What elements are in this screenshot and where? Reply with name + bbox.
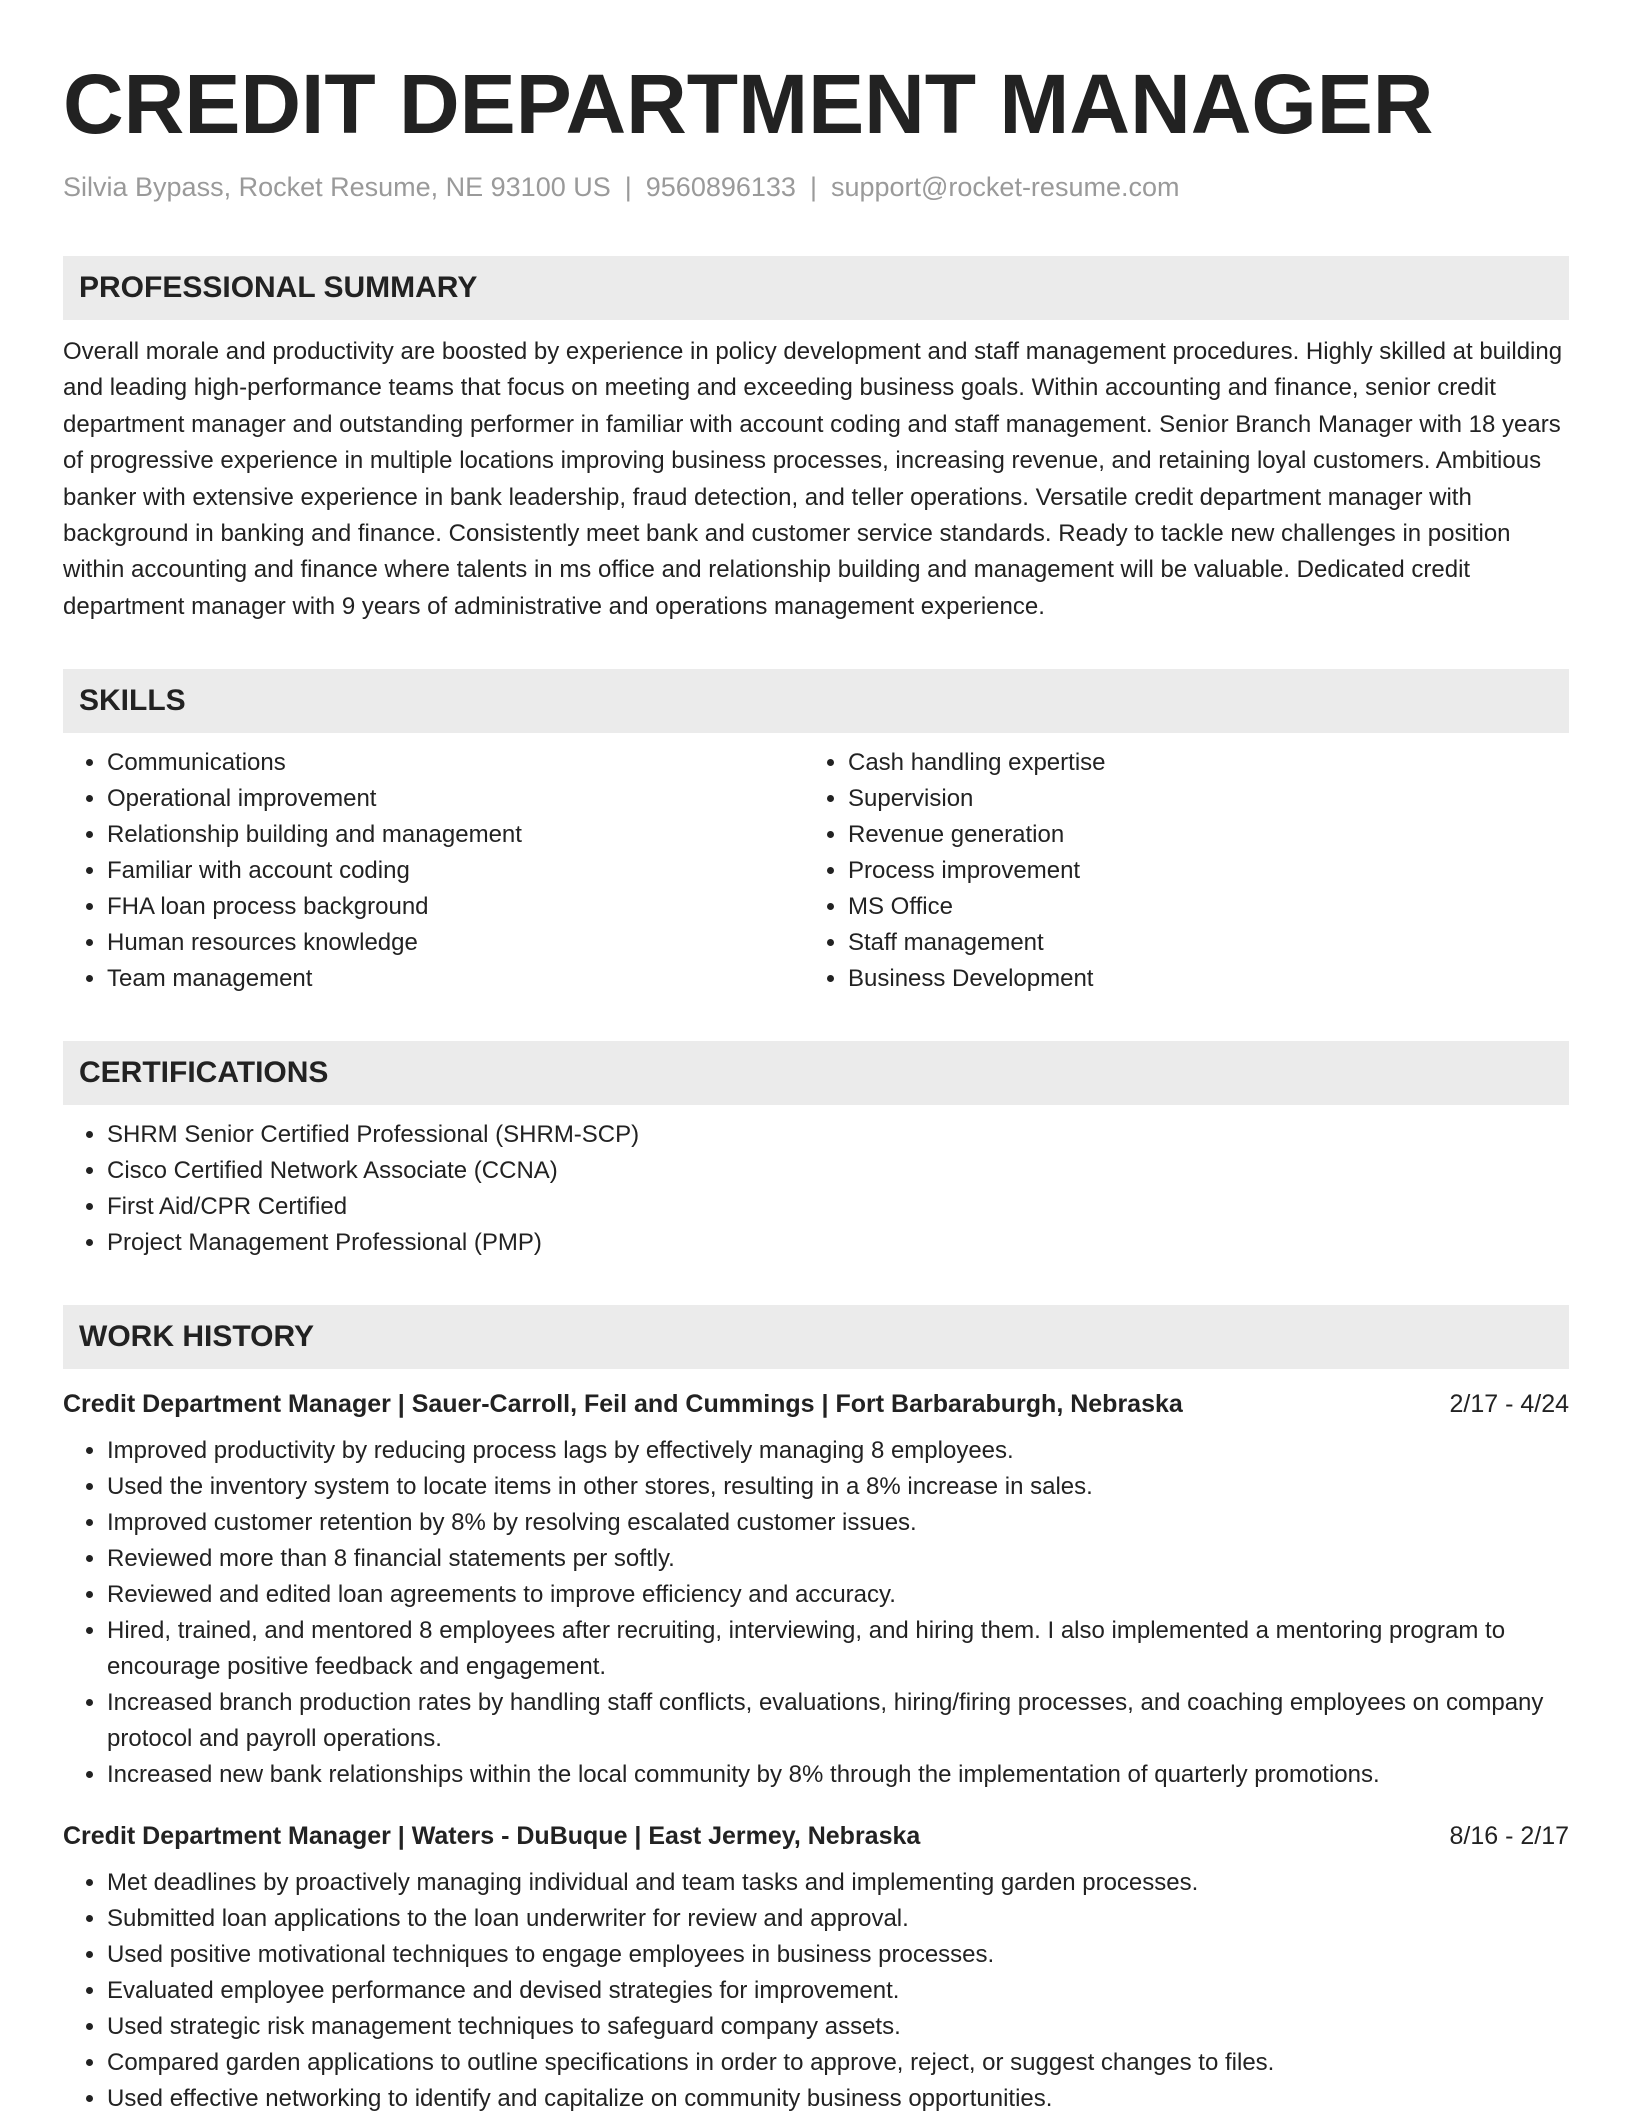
resume-title: CREDIT DEPARTMENT MANAGER (63, 57, 1434, 151)
job-entry (63, 1387, 1569, 1793)
job-bullet: • Submitted loan applications to the loan underwriter for review and approval. (107, 1901, 1569, 1937)
contact-email: support@rocket-resume.com (830, 172, 1180, 202)
job-bullet: • Compared garden applications to outline specifications in order to approve, reject, or suggest changes to files. (107, 2045, 1569, 2081)
job-bullet: • Improved customer retention by 8% by resolving escalated customer issues. (107, 1505, 1569, 1541)
job-bullet: • Used strategic risk management techniques to safeguard company assets. (107, 2009, 1569, 2045)
job-bullet: • Increased branch production rates by handling staff conflicts, evaluations, hiring/firing processes, and coaching employees on company protocol and payroll operations. (107, 1685, 1569, 1757)
job-bullets (63, 1433, 1569, 1793)
certification-item: • Project Management Professional (PMP) (107, 1225, 1569, 1261)
skill-item: • Cash handling expertise (848, 745, 1545, 781)
job-title: Credit Department Manager | Sauer-Carroll, Feil and Cummings | Fort Barbaraburgh, Nebraska (63, 1390, 1183, 1419)
contact-phone: 9560896133 (645, 172, 796, 202)
job-bullet: • Met deadlines by proactively managing individual and team tasks and implementing garden processes. (107, 1865, 1569, 1901)
job-bullets (63, 1865, 1569, 2117)
job-bullet: • Used effective networking to identify and capitalize on community business opportunities. (107, 2081, 1569, 2117)
job-bullet: • Evaluated employee performance and devised strategies for improvement. (107, 1973, 1569, 2009)
job-title: Credit Department Manager | Waters - DuBuque | East Jermey, Nebraska (63, 1822, 921, 1851)
skill-item: • MS Office (848, 889, 1545, 925)
skills-list-right (804, 745, 1545, 997)
job-entry (63, 1819, 1569, 2117)
skill-item: • Team management (107, 961, 804, 997)
skills-heading: SKILLS (63, 669, 1569, 733)
skill-item: • Revenue generation (848, 817, 1545, 853)
skills-list-left (63, 745, 804, 997)
job-header (63, 1819, 1569, 1853)
certifications-list (63, 1117, 1569, 1261)
job-header (63, 1387, 1569, 1421)
contact-separator: | (809, 172, 817, 202)
skill-item: • Staff management (848, 925, 1545, 961)
contact-line (63, 170, 1569, 204)
summary-text: Overall morale and productivity are boosted by experience in policy development and staff management procedures. Highly skilled at building and leading high-performance teams that focus on meeting and exceeding business goals. Within accounting and finance, senior credit department manager and outstanding performer in familiar with account coding and staff management. Senior Branch Manager with 18 years of progressive experience in multiple locations improving business processes, increasing revenue, and retaining loyal customers. Ambitious banker with extensive experience in bank leadership, fraud detection, and teller operations. Versatile credit department manager with background in banking and finance. Consistently meet bank and customer service standards. Ready to tackle new challenges in position within accounting and finance where talents in ms office and relationship building and management will be valuable. Dedicated credit department manager with 9 years of administrative and operations management experience. (63, 338, 1563, 620)
job-bullet: • Used the inventory system to locate items in other stores, resulting in a 8% increase in sales. (107, 1469, 1569, 1505)
contact-separator: | (624, 172, 632, 202)
skill-item: • Business Development (848, 961, 1545, 997)
job-dates: 8/16 - 2/17 (1449, 1822, 1569, 1851)
certification-item: • First Aid/CPR Certified (107, 1189, 1569, 1225)
contact-address: Silvia Bypass, Rocket Resume, NE 93100 US (63, 172, 611, 202)
certification-item: • Cisco Certified Network Associate (CCNA) (107, 1153, 1569, 1189)
job-dates: 2/17 - 4/24 (1449, 1390, 1569, 1419)
job-bullet: • Improved productivity by reducing process lags by effectively managing 8 employees. (107, 1433, 1569, 1469)
skill-item: • Supervision (848, 781, 1545, 817)
skills-columns (63, 745, 1569, 997)
job-bullet: • Used positive motivational techniques to engage employees in business processes. (107, 1937, 1569, 1973)
summary-heading: PROFESSIONAL SUMMARY (63, 256, 1569, 320)
job-bullet: • Reviewed more than 8 financial statements per softly. (107, 1541, 1569, 1577)
skill-item: • Relationship building and management (107, 817, 804, 853)
certifications-heading: CERTIFICATIONS (63, 1041, 1569, 1105)
job-bullet: • Increased new bank relationships within the local community by 8% through the implementation of quarterly promotions. (107, 1757, 1569, 1793)
skill-item: • FHA loan process background (107, 889, 804, 925)
skill-item: • Operational improvement (107, 781, 804, 817)
certification-item: • SHRM Senior Certified Professional (SHRM-SCP) (107, 1117, 1569, 1153)
work-history-heading: WORK HISTORY (63, 1305, 1569, 1369)
skill-item: • Human resources knowledge (107, 925, 804, 961)
skill-item: • Familiar with account coding (107, 853, 804, 889)
job-bullet: • Hired, trained, and mentored 8 employees after recruiting, interviewing, and hiring them. I also implemented a mentoring program to encourage positive feedback and engagement. (107, 1613, 1569, 1685)
skill-item: • Process improvement (848, 853, 1545, 889)
job-bullet: • Reviewed and edited loan agreements to improve efficiency and accuracy. (107, 1577, 1569, 1613)
skill-item: • Communications (107, 745, 804, 781)
